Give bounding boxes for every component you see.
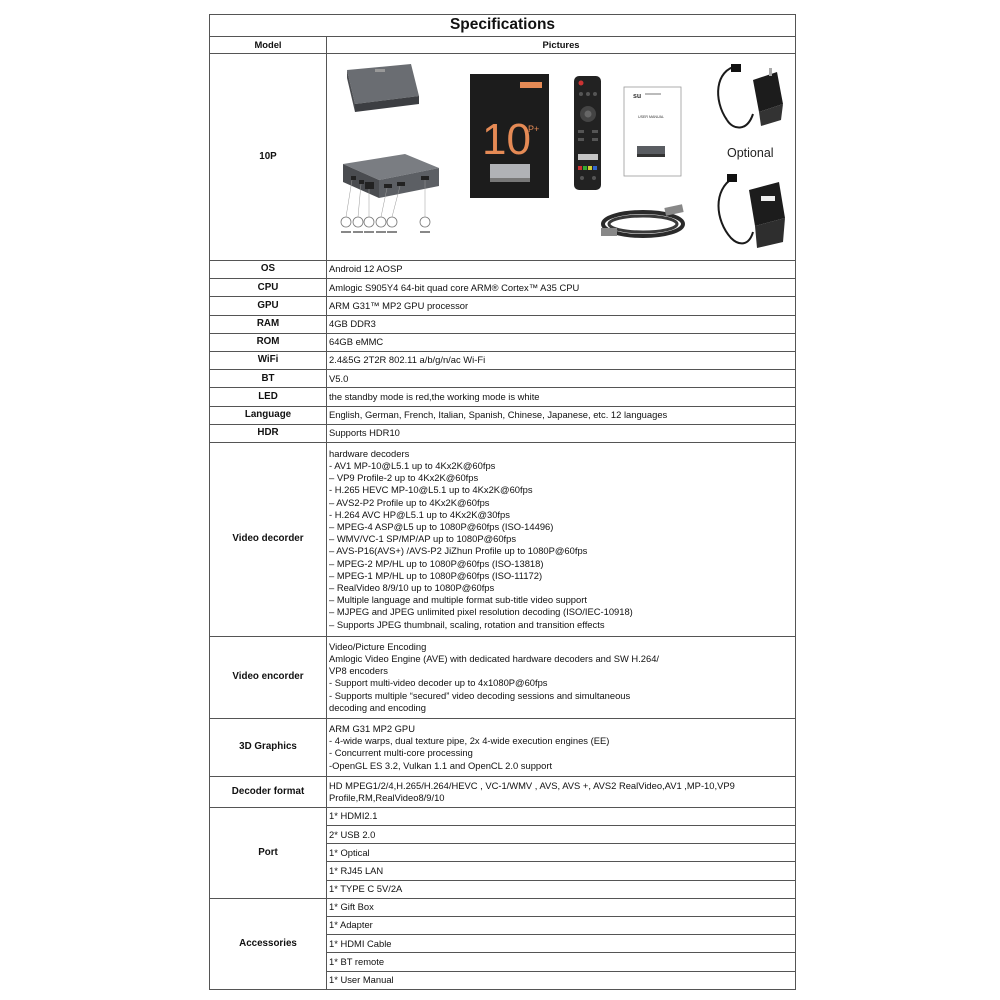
spec-value-rom: 64GB eMMC: [327, 333, 796, 351]
user-manual-image: [623, 86, 683, 178]
spec-table: [209, 14, 796, 990]
port-item: 1* RJ45 LAN: [327, 862, 796, 880]
spec-value-language: English, German, French, Italian, Spanish, Chinese, Japanese, etc. 12 languages: [327, 406, 796, 424]
spec-label-wifi: WiFi: [210, 351, 327, 369]
spec-value-gpu: ARM G31™ MP2 GPU processor: [327, 297, 796, 315]
port-item: 1* HDMI2.1: [327, 807, 796, 825]
adapter-image: [707, 60, 796, 140]
remote-image: [572, 74, 604, 194]
spec-label-ram: RAM: [210, 315, 327, 333]
port-item: 1* Optical: [327, 844, 796, 862]
tv-box-ports-image: [335, 136, 445, 256]
graphics-text: ARM G31 MP2 GPU - 4-wide warps, dual texture pipe, 2x 4-wide execution engines (EE) - Concurrent multi-core processing -OpenGL ES 3.2, Vulkan 1.1 and OpenCL 2.0 support: [327, 718, 796, 776]
decoder-format-text: HD MPEG1/2/4,H.265/H.264/HEVC , VC-1/WMV , AVS, AVS +, AVS2 RealVideo,AV1 ,MP-10,VP9 Profile,RM,RealVideo8/9/10: [327, 776, 796, 807]
accessory-item: 1* BT remote: [327, 953, 796, 971]
optional-label: Optional: [727, 146, 774, 160]
accessory-item: 1* Gift Box: [327, 898, 796, 916]
spec-label-gpu: GPU: [210, 297, 327, 315]
video-decoder-text: hardware decoders - AV1 MP-10@L5.1 up to 4Kx2K@60fps – VP9 Profile-2 up to 4Kx2K@60fps - H.265 HEVC MP-10@L5.1 up to 4Kx2K@60fps – AVS2-P2 Profile up to 4Kx2K@60fps - H.264 AVC HP@L5.1 up to 4Kx2K@30fps – MPEG-4 ASP@L5 up to 1080P@60fps (ISO-14496) – WMV/VC-1 SP/MP/AP up to 1080P@60fps – AVS-P16(AVS+) /AVS-P2 JiZhun Profile up to 1080P@60fps – MPEG-2 MP/HL up to 1080P@60fps (ISO-13818) – MPEG-1 MP/HL up to 1080P@60fps (ISO-11172) – RealVideo 8/9/10 up to 1080P@60fps – Multiple language and multiple format sub-title video support – MJPEG and JPEG unlimited pixel resolution decoding (ISO/IEC-10918) – Supports JPEG thumbnail, scaling, rotation and transition effects: [327, 442, 796, 636]
video-decoder-label: Video decorder: [210, 442, 327, 636]
manual-title: USER MANUAL: [638, 115, 664, 119]
svg-text:su: su: [633, 93, 642, 100]
video-encoder-text: Video/Picture Encoding Amlogic Video Engine (AVE) with dedicated hardware decoders and SW H.264/ VP8 encoders - Support multi-video decoder up to 4x1080P@60fps - Supports multiple “secured” video decoding sessions and simultaneous decoding and encoding: [327, 636, 796, 718]
spec-value-led: the standby mode is red,the working mode is white: [327, 388, 796, 406]
spec-label-led: LED: [210, 388, 327, 406]
model-name: 10P: [210, 54, 327, 261]
spec-label-cpu: CPU: [210, 279, 327, 297]
svg-text:P+: P+: [528, 124, 540, 134]
decoder-format-label: Decoder format: [210, 776, 327, 807]
accessory-item: 1* HDMI Cable: [327, 935, 796, 953]
adapter-uk-image: [705, 172, 796, 258]
spec-label-rom: ROM: [210, 333, 327, 351]
spec-value-bt: V5.0: [327, 370, 796, 388]
box-big-number: 10: [482, 115, 531, 164]
pictures-cell: [327, 54, 796, 261]
spec-value-wifi: 2.4&5G 2T2R 802.11 a/b/g/n/ac Wi-Fi: [327, 351, 796, 369]
tv-box-top-image: [341, 60, 421, 116]
spec-label-os: OS: [210, 261, 327, 279]
spec-value-cpu: Amlogic S905Y4 64-bit quad core ARM® Cortex™ A35 CPU: [327, 279, 796, 297]
spec-label-hdr: HDR: [210, 424, 327, 442]
port-item: 1* TYPE C 5V/2A: [327, 880, 796, 898]
port-item: 2* USB 2.0: [327, 826, 796, 844]
gift-box-image: [470, 74, 550, 198]
spec-value-os: Android 12 AOSP: [327, 261, 796, 279]
port-label: Port: [210, 807, 327, 898]
model-header: Model: [210, 37, 327, 54]
spec-value-ram: 4GB DDR3: [327, 315, 796, 333]
spec-value-hdr: Supports HDR10: [327, 424, 796, 442]
pictures-header: Pictures: [327, 37, 796, 54]
spec-title: Specifications: [210, 15, 796, 37]
graphics-label: 3D Graphics: [210, 718, 327, 776]
accessories-label: Accessories: [210, 898, 327, 989]
accessory-item: 1* User Manual: [327, 971, 796, 989]
hdmi-cable-image: [599, 202, 691, 244]
spec-label-language: Language: [210, 406, 327, 424]
accessory-item: 1* Adapter: [327, 917, 796, 935]
spec-label-bt: BT: [210, 370, 327, 388]
video-encoder-label: Video encorder: [210, 636, 327, 718]
